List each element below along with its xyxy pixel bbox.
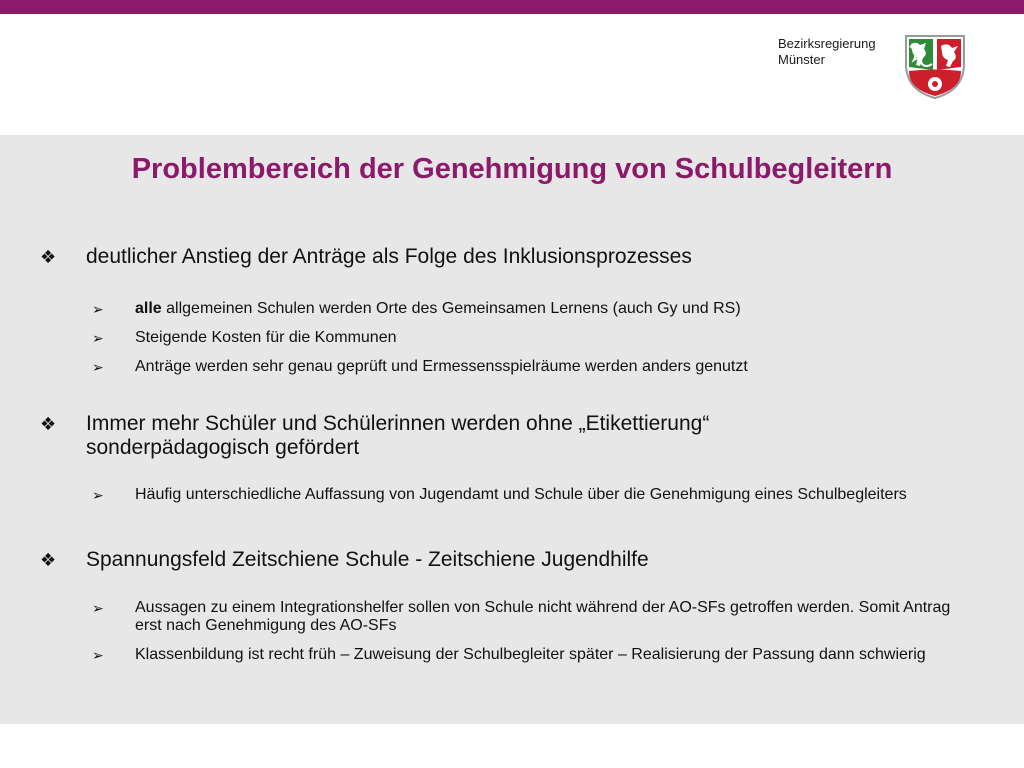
arrow-bullet-icon: ➢ [92,487,104,503]
nrw-coat-of-arms-icon [904,34,966,100]
emphasis-text: alle [135,300,162,317]
arrow-bullet-icon: ➢ [92,600,104,616]
diamond-bullet-icon: ❖ [40,414,57,434]
sub-bullet-text: Häufig unterschiedliche Auffassung von Jugendamt und Schule über die Genehmigung eines Schulbegleiters [135,486,907,503]
slide-footer [0,724,1024,768]
sub-bullet-text [135,300,995,318]
bullet-text: Immer mehr Schüler und Schülerinnen werden ohne „Etikettierung“ sonderpädagogisch gefördert [86,412,710,459]
sub-bullet-text: Anträge werden sehr genau geprüft und Ermessensspielräume werden anders genutzt [135,358,748,375]
bullet-text: Spannungsfeld Zeitschiene Schule - Zeitschiene Jugendhilfe [86,548,649,571]
arrow-bullet-icon: ➢ [92,647,104,663]
sub-bullet-text: Steigende Kosten für die Kommunen [135,329,397,346]
sub-bullet-text: Klassenbildung ist recht früh – Zuweisung der Schulbegleiter später – Realisierung der Passung dann schwierig [135,646,926,663]
org-name-line2: Münster [778,52,825,67]
arrow-bullet-icon: ➢ [92,301,104,317]
arrow-bullet-icon: ➢ [92,359,104,375]
bullet-text: deutlicher Anstieg der Anträge als Folge des Inklusionsprozesses [86,245,692,268]
diamond-bullet-icon: ❖ [40,550,57,570]
organization-name [778,36,876,68]
slide-header [0,14,1024,135]
sub-bullet-text-rest: allgemeinen Schulen werden Orte des Gemeinsamen Lernens (auch Gy und RS) [161,300,741,317]
sub-bullet-text: Aussagen zu einem Integrationshelfer sollen von Schule nicht während der AO-SFs getroffen werden. Somit Antrag erst nach Genehmigung des AO-SFs [135,599,951,634]
slide-title: Problembereich der Genehmigung von Schulbegleitern [131,153,893,185]
slide-content [0,135,1024,724]
diamond-bullet-icon: ❖ [40,247,57,267]
arrow-bullet-icon: ➢ [92,330,104,346]
top-accent-bar [0,0,1024,14]
org-name-line1: Bezirksregierung [778,36,876,51]
